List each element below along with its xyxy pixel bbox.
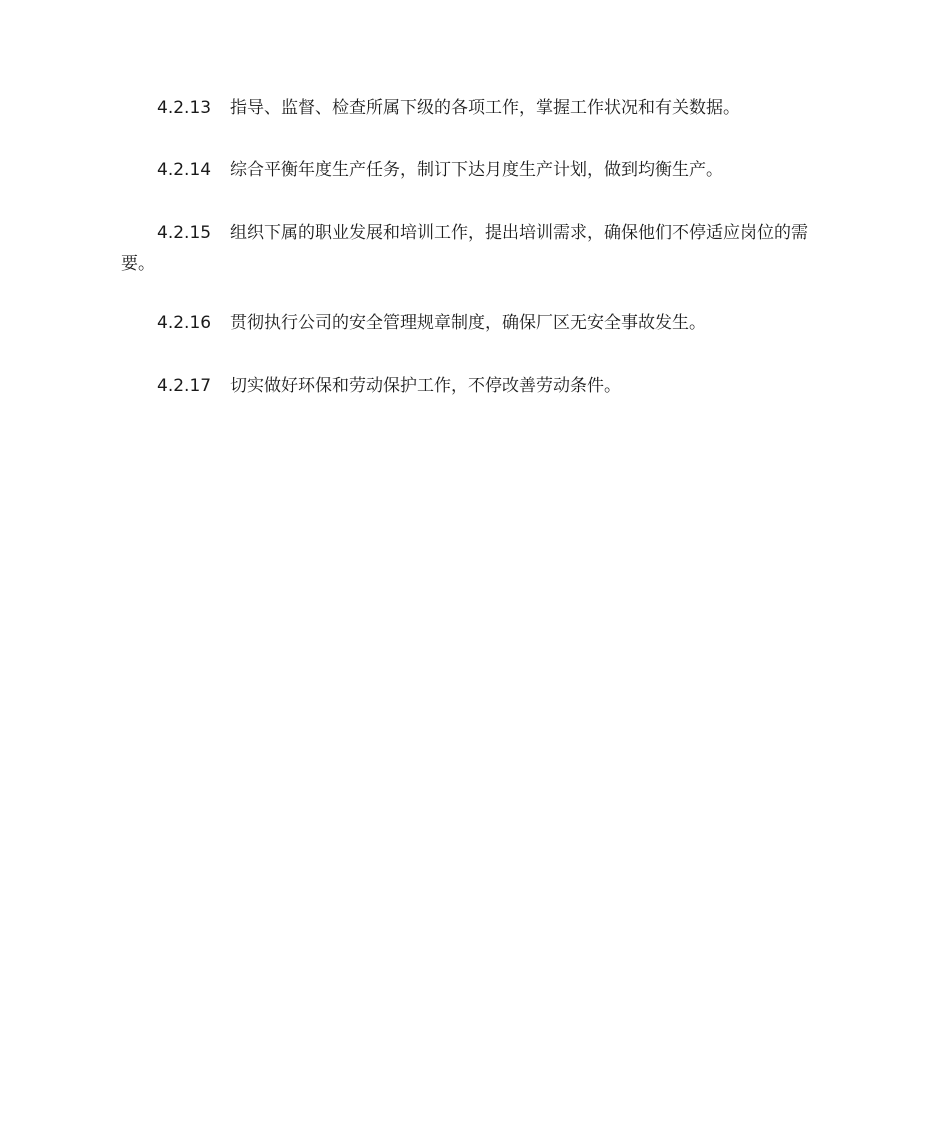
clause-number: 4.2.17 [157, 376, 212, 396]
clause-4-2-13 [121, 93, 833, 124]
clause-text: 切实做好环保和劳动保护工作，不停改善劳动条件。 [230, 376, 621, 396]
clause-number: 4.2.15 [157, 223, 212, 243]
clause-text: 综合平衡年度生产任务，制订下达月度生产计划，做到均衡生产。 [230, 160, 723, 180]
clause-4-2-14 [121, 155, 833, 186]
clause-4-2-17 [121, 371, 833, 402]
clause-number: 4.2.16 [157, 313, 212, 333]
clause-number: 4.2.14 [157, 160, 212, 180]
clause-text: 指导、监督、检查所属下级的各项工作，掌握工作状况和有关数据。 [230, 98, 740, 118]
clause-text: 组织下属的职业发展和培训工作，提出培训需求，确保他们不停适应岗位的需要。 [121, 223, 808, 274]
clause-number: 4.2.13 [157, 98, 212, 118]
clause-4-2-16 [121, 308, 833, 339]
clause-text: 贯彻执行公司的安全管理规章制度，确保厂区无安全事故发生。 [230, 313, 706, 333]
clause-4-2-15 [121, 218, 833, 280]
